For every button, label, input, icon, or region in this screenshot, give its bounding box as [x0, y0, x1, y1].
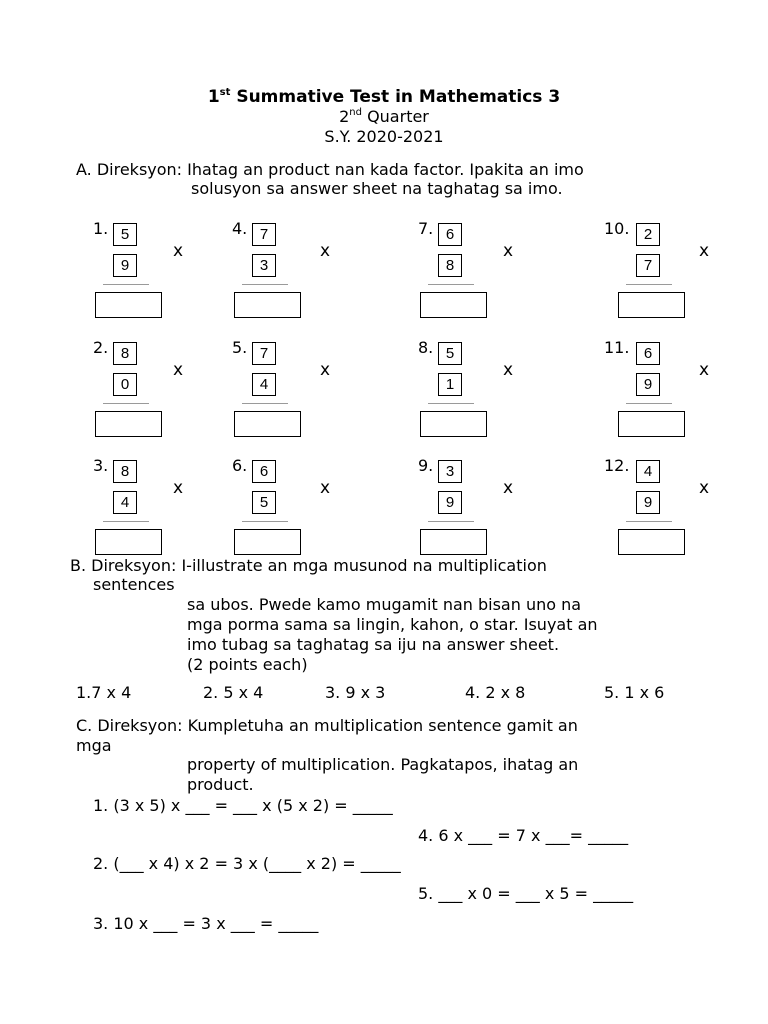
times-sign: x — [503, 478, 514, 498]
factor-box-bottom: 4 — [252, 373, 276, 396]
section-b-item-4: 4. 2 x 8 — [465, 683, 526, 702]
product-line — [626, 521, 672, 522]
answer-box[interactable] — [420, 529, 487, 555]
answer-box[interactable] — [234, 411, 301, 437]
problem-number: 12. — [604, 456, 630, 475]
problem-6 — [232, 456, 342, 566]
answer-box[interactable] — [95, 411, 162, 437]
times-sign: x — [173, 360, 184, 380]
factor-box-top: 3 — [438, 460, 462, 483]
section-b-item-1: 1.7 x 4 — [76, 683, 132, 702]
times-sign: x — [699, 478, 710, 498]
section-c-item-5: 5. ___ x 0 = ___ x 5 = _____ — [418, 884, 634, 903]
problem-number: 10. — [604, 219, 630, 238]
factor-box-bottom: 3 — [252, 254, 276, 277]
factor-box-top: 6 — [438, 223, 462, 246]
problem-number: 4. — [232, 219, 248, 238]
product-line — [428, 403, 474, 404]
section-c-instruction-line4: product. — [187, 775, 254, 794]
product-line — [626, 284, 672, 285]
section-b-instruction-line2: sentences — [93, 575, 175, 594]
problem-number: 8. — [418, 338, 434, 357]
factor-box-top: 2 — [636, 223, 660, 246]
factor-box-bottom: 4 — [113, 491, 137, 514]
product-line — [428, 284, 474, 285]
factor-box-top: 5 — [438, 342, 462, 365]
factor-box-bottom: 5 — [252, 491, 276, 514]
section-a-instruction-line2: solusyon sa answer sheet na taghatag sa imo. — [191, 179, 563, 198]
problem-12 — [604, 456, 714, 566]
factor-box-bottom: 8 — [438, 254, 462, 277]
product-line — [103, 521, 149, 522]
answer-box[interactable] — [234, 292, 301, 318]
section-b-instruction-line1: B. Direksyon: I-illustrate an mga musunod na multiplication — [70, 556, 547, 575]
factor-box-bottom: 0 — [113, 373, 137, 396]
answer-box[interactable] — [95, 529, 162, 555]
times-sign: x — [173, 478, 184, 498]
answer-box[interactable] — [420, 292, 487, 318]
problem-number: 1. — [93, 219, 109, 238]
times-sign: x — [320, 241, 331, 261]
times-sign: x — [503, 360, 514, 380]
factor-box-bottom: 9 — [636, 491, 660, 514]
factor-box-bottom: 1 — [438, 373, 462, 396]
product-line — [242, 284, 288, 285]
section-b-instruction-line3: sa ubos. Pwede kamo mugamit nan bisan uno na — [187, 595, 582, 614]
problem-4 — [232, 219, 342, 329]
problem-number: 7. — [418, 219, 434, 238]
section-b-item-2: 2. 5 x 4 — [203, 683, 264, 702]
product-line — [103, 284, 149, 285]
section-b-item-5: 5. 1 x 6 — [604, 683, 665, 702]
school-year: S.Y. 2020-2021 — [324, 127, 444, 146]
factor-box-top: 8 — [113, 342, 137, 365]
times-sign: x — [173, 241, 184, 261]
section-b-item-3: 3. 9 x 3 — [325, 683, 386, 702]
section-c-instruction-line3: property of multiplication. Pagkatapos, ihatag an — [187, 755, 579, 774]
section-c-item-4: 4. 6 x ___ = 7 x ___= _____ — [418, 826, 629, 845]
section-c-item-2: 2. (___ x 4) x 2 = 3 x (____ x 2) = _____ — [93, 854, 401, 873]
answer-box[interactable] — [95, 292, 162, 318]
product-line — [626, 403, 672, 404]
factor-box-top: 6 — [636, 342, 660, 365]
product-line — [242, 403, 288, 404]
factor-box-top: 5 — [113, 223, 137, 246]
times-sign: x — [699, 241, 710, 261]
answer-box[interactable] — [420, 411, 487, 437]
answer-box[interactable] — [618, 411, 685, 437]
times-sign: x — [503, 241, 514, 261]
factor-box-bottom: 9 — [438, 491, 462, 514]
problem-number: 9. — [418, 456, 434, 475]
problem-number: 5. — [232, 338, 248, 357]
factor-box-top: 6 — [252, 460, 276, 483]
factor-box-bottom: 7 — [636, 254, 660, 277]
section-a-instruction-line1: A. Direksyon: Ihatag an product nan kada factor. Ipakita an imo — [76, 160, 584, 179]
problem-3 — [93, 456, 203, 566]
answer-box[interactable] — [234, 529, 301, 555]
section-c-instruction-line2: mga — [76, 736, 112, 755]
times-sign: x — [699, 360, 710, 380]
factor-box-top: 4 — [636, 460, 660, 483]
answer-box[interactable] — [618, 292, 685, 318]
product-line — [242, 521, 288, 522]
product-line — [428, 521, 474, 522]
section-b-instruction-line5: imo tubag sa taghatag sa iju na answer sheet. — [187, 635, 560, 654]
times-sign: x — [320, 360, 331, 380]
factor-box-top: 7 — [252, 223, 276, 246]
factor-box-bottom: 9 — [636, 373, 660, 396]
problem-11 — [604, 338, 714, 448]
times-sign: x — [320, 478, 331, 498]
section-b-instruction-line4: mga porma sama sa lingin, kahon, o star. Isuyat an — [187, 615, 598, 634]
problem-number: 11. — [604, 338, 630, 357]
problem-10 — [604, 219, 714, 329]
factor-box-top: 7 — [252, 342, 276, 365]
section-c-instruction-line1: C. Direksyon: Kumpletuha an multiplication sentence gamit an — [76, 716, 578, 735]
factor-box-bottom: 9 — [113, 254, 137, 277]
problem-number: 3. — [93, 456, 109, 475]
problem-2 — [93, 338, 203, 448]
problem-7 — [418, 219, 528, 329]
problem-8 — [418, 338, 528, 448]
answer-box[interactable] — [618, 529, 685, 555]
page-title: 1st Summative Test in Mathematics 3 — [207, 87, 561, 107]
quarter-label: 2nd Quarter — [339, 107, 429, 126]
problem-9 — [418, 456, 528, 566]
section-c-item-3: 3. 10 x ___ = 3 x ___ = _____ — [93, 914, 319, 933]
product-line — [103, 403, 149, 404]
problem-number: 2. — [93, 338, 109, 357]
problem-5 — [232, 338, 342, 448]
problem-number: 6. — [232, 456, 248, 475]
factor-box-top: 8 — [113, 460, 137, 483]
section-c-item-1: 1. (3 x 5) x ___ = ___ x (5 x 2) = _____ — [93, 796, 393, 815]
section-b-instruction-line6: (2 points each) — [187, 655, 308, 674]
problem-1 — [93, 219, 203, 329]
